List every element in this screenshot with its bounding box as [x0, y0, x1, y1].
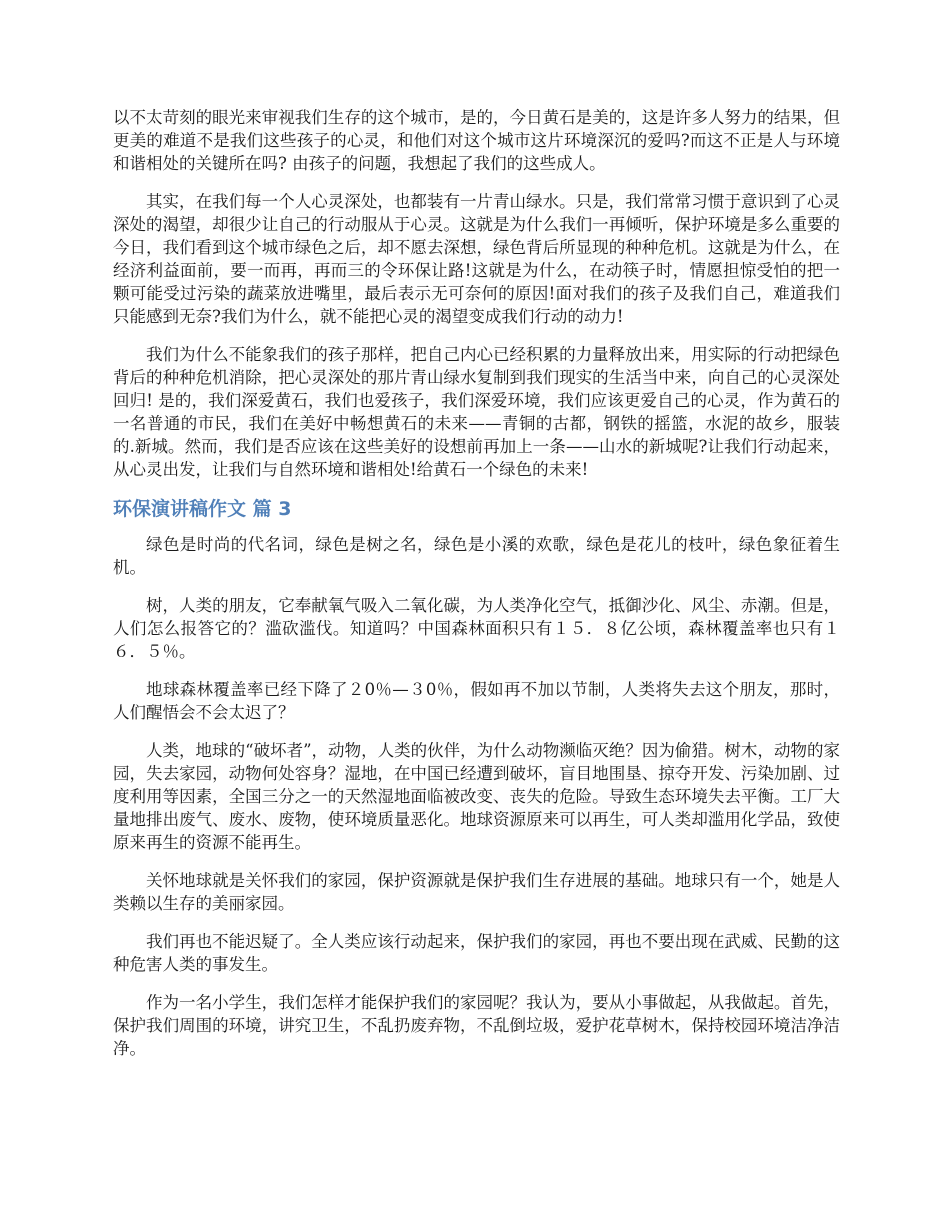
paragraph: 以不太苛刻的眼光来审视我们生存的这个城市，是的，今日黄石是美的，这是许多人努力的结果，但更美的难道不是我们这些孩子的心灵，和他们对这个城市这片环境深沉的爱吗?而这不正是人与环境和谐相处的关键所在吗? 由孩子的问题，我想起了我们的这些成人。	[113, 108, 840, 173]
paragraph: 关怀地球就是关怀我们的家园，保护资源就是保护我们生存进展的基础。地球只有一个，她是人类赖以生存的美丽家园。	[113, 871, 840, 913]
paragraph: 我们为什么不能象我们的孩子那样，把自己内心已经积累的力量释放出来，用实际的行动把绿色背后的种种危机消除，把心灵深处的那片青山绿水复制到我们现实的生活当中来，向自己的心灵深处回归! 是的，我们深爱黄石，我们也爱孩子，我们深爱环境，我们应该更爱自己的心灵，作为黄石的一名普通的市民，我们在美好中畅想黄石的未来——青铜的古都，钢铁的摇篮，水泥的故乡，服装的.新城。然而，我们是否应该在这些美好的设想前再加上一条——山水的新城呢?让我们行动起来，从心灵出发，让我们与自然环境和谐相处!给黄石一个绿色的未来!	[113, 345, 840, 479]
paragraph: 人类，地球的“破坏者”，动物，人类的伙伴，为什么动物濒临灭绝？因为偷猎。树木，动物的家园，失去家园，动物何处容身？湿地，在中国已经遭到破坏，盲目地围垦、掠夺开发、污染加剧、过度利用等因素，全国三分之一的天然湿地面临被改变、丧失的危险。导致生态环境失去平衡。工厂大量地排出废气、废水、废物，使环境质量恶化。地球资源原来可以再生，可人类却滥用化学品，致使原来再生的资源不能再生。	[113, 741, 840, 852]
section-heading: 环保演讲稿作文 篇 3	[113, 498, 292, 520]
document-page	[113, 106, 840, 1075]
paragraph: 树，人类的朋友，它奉献氧气吸入二氧化碳，为人类净化空气，抵御沙化、风尘、赤潮。但是，人们怎么报答它的？滥砍滥伐。知道吗？中国森林面积只有１５．８亿公顷，森林覆盖率也只有１６．５％。	[113, 596, 840, 661]
paragraph: 其实，在我们每一个人心灵深处，也都装有一片青山绿水。只是，我们常常习惯于意识到了心灵深处的渴望，却很少让自己的行动服从于心灵。这就是为什么我们一再倾听，保护环境是多么重要的今日，我们看到这个城市绿色之后，却不愿去深想，绿色背后所显现的种种危机。这就是为什么，在经济利益面前，要一而再，再而三的令环保让路!这就是为什么，在动筷子时，情愿担惊受怕的把一颗可能受过污染的蔬菜放进嘴里，最后表示无可奈何的原因!面对我们的孩子及我们自己，难道我们只能感到无奈?我们为什么，就不能把心灵的渴望变成我们行动的动力!	[113, 192, 840, 326]
paragraph: 作为一名小学生，我们怎样才能保护我们的家园呢？我认为，要从小事做起，从我做起。首先，保护我们周围的环境，讲究卫生，不乱扔废弃物，不乱倒垃圾，爱护花草树木，保持校园环境洁净洁净。	[113, 993, 840, 1058]
paragraph: 绿色是时尚的代名词，绿色是树之名，绿色是小溪的欢歌，绿色是花儿的枝叶，绿色象征着生机。	[113, 535, 840, 577]
paragraph: 地球森林覆盖率已经下降了２0％—３0％，假如再不加以节制，人类将失去这个朋友，那时，人们醒悟会不会太迟了？	[113, 680, 840, 722]
paragraph: 我们再也不能迟疑了。全人类应该行动起来，保护我们的家园，再也不要出现在武威、民勤的这种危害人类的事发生。	[113, 932, 840, 974]
